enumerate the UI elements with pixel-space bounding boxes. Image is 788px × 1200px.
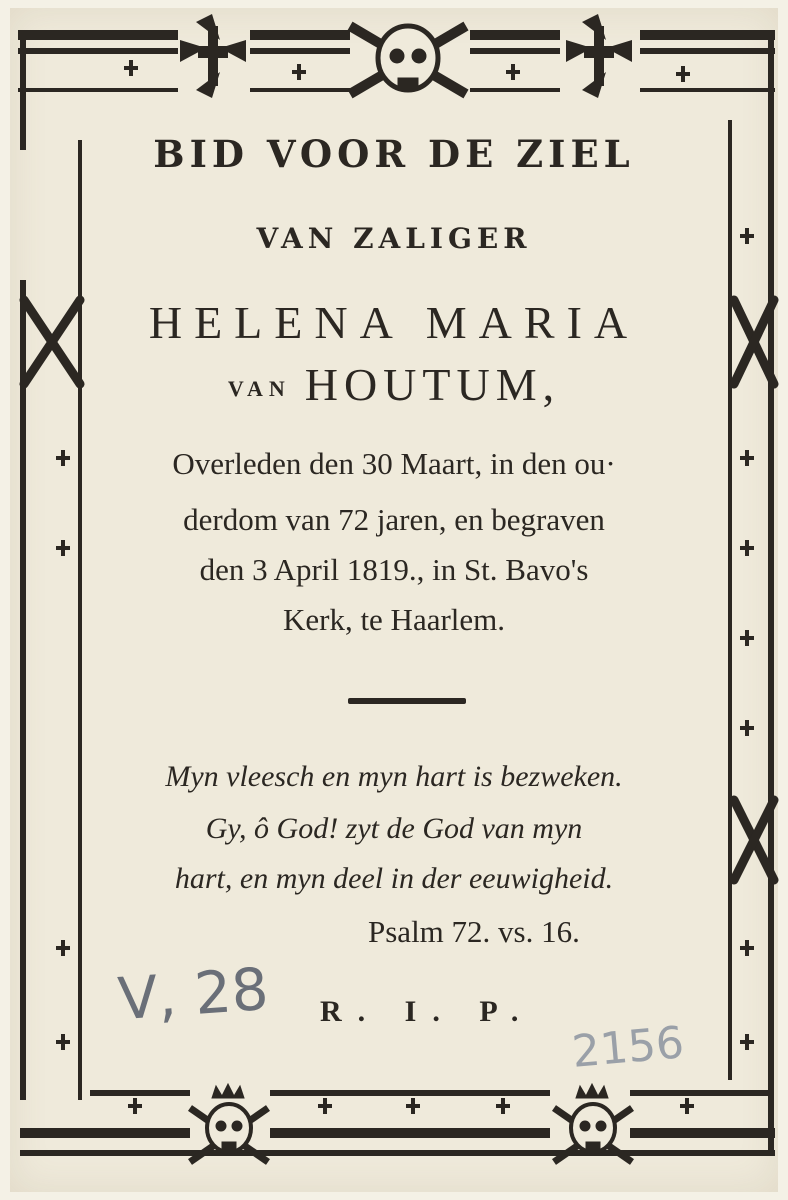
- surname-prefix: VAN: [227, 376, 291, 401]
- verse-line: hart, en myn deel in der eeuwigheid.: [174, 862, 614, 895]
- death-line: derdom van 72 jaren, en begraven: [183, 502, 605, 537]
- card-heading-line-1: BID VOOR DE ZIEL: [153, 132, 635, 176]
- surname: HOUTUM,: [304, 359, 561, 410]
- handwritten-number: 2156: [569, 1017, 686, 1078]
- deceased-name: HELENA MARIA: [148, 297, 640, 348]
- deceased-surname: [0, 358, 788, 411]
- verse-reference: Psalm 72. vs. 16.: [368, 914, 580, 949]
- death-line: Overleden den 30 Maart, in den ou·: [172, 446, 616, 481]
- handwritten-shelfmark: V, 28: [115, 954, 271, 1034]
- divider-rule: [348, 698, 466, 704]
- death-line: den 3 April 1819., in St. Bavo's: [199, 552, 589, 587]
- verse-line: Gy, ô God! zyt de God van myn: [205, 812, 583, 845]
- rip-text: R. I. P.: [320, 995, 535, 1028]
- card-heading-line-2: VAN ZALIGER: [256, 222, 532, 255]
- death-line: Kerk, te Haarlem.: [282, 602, 506, 637]
- verse-line: Myn vleesch en myn hart is bezweken.: [165, 760, 623, 793]
